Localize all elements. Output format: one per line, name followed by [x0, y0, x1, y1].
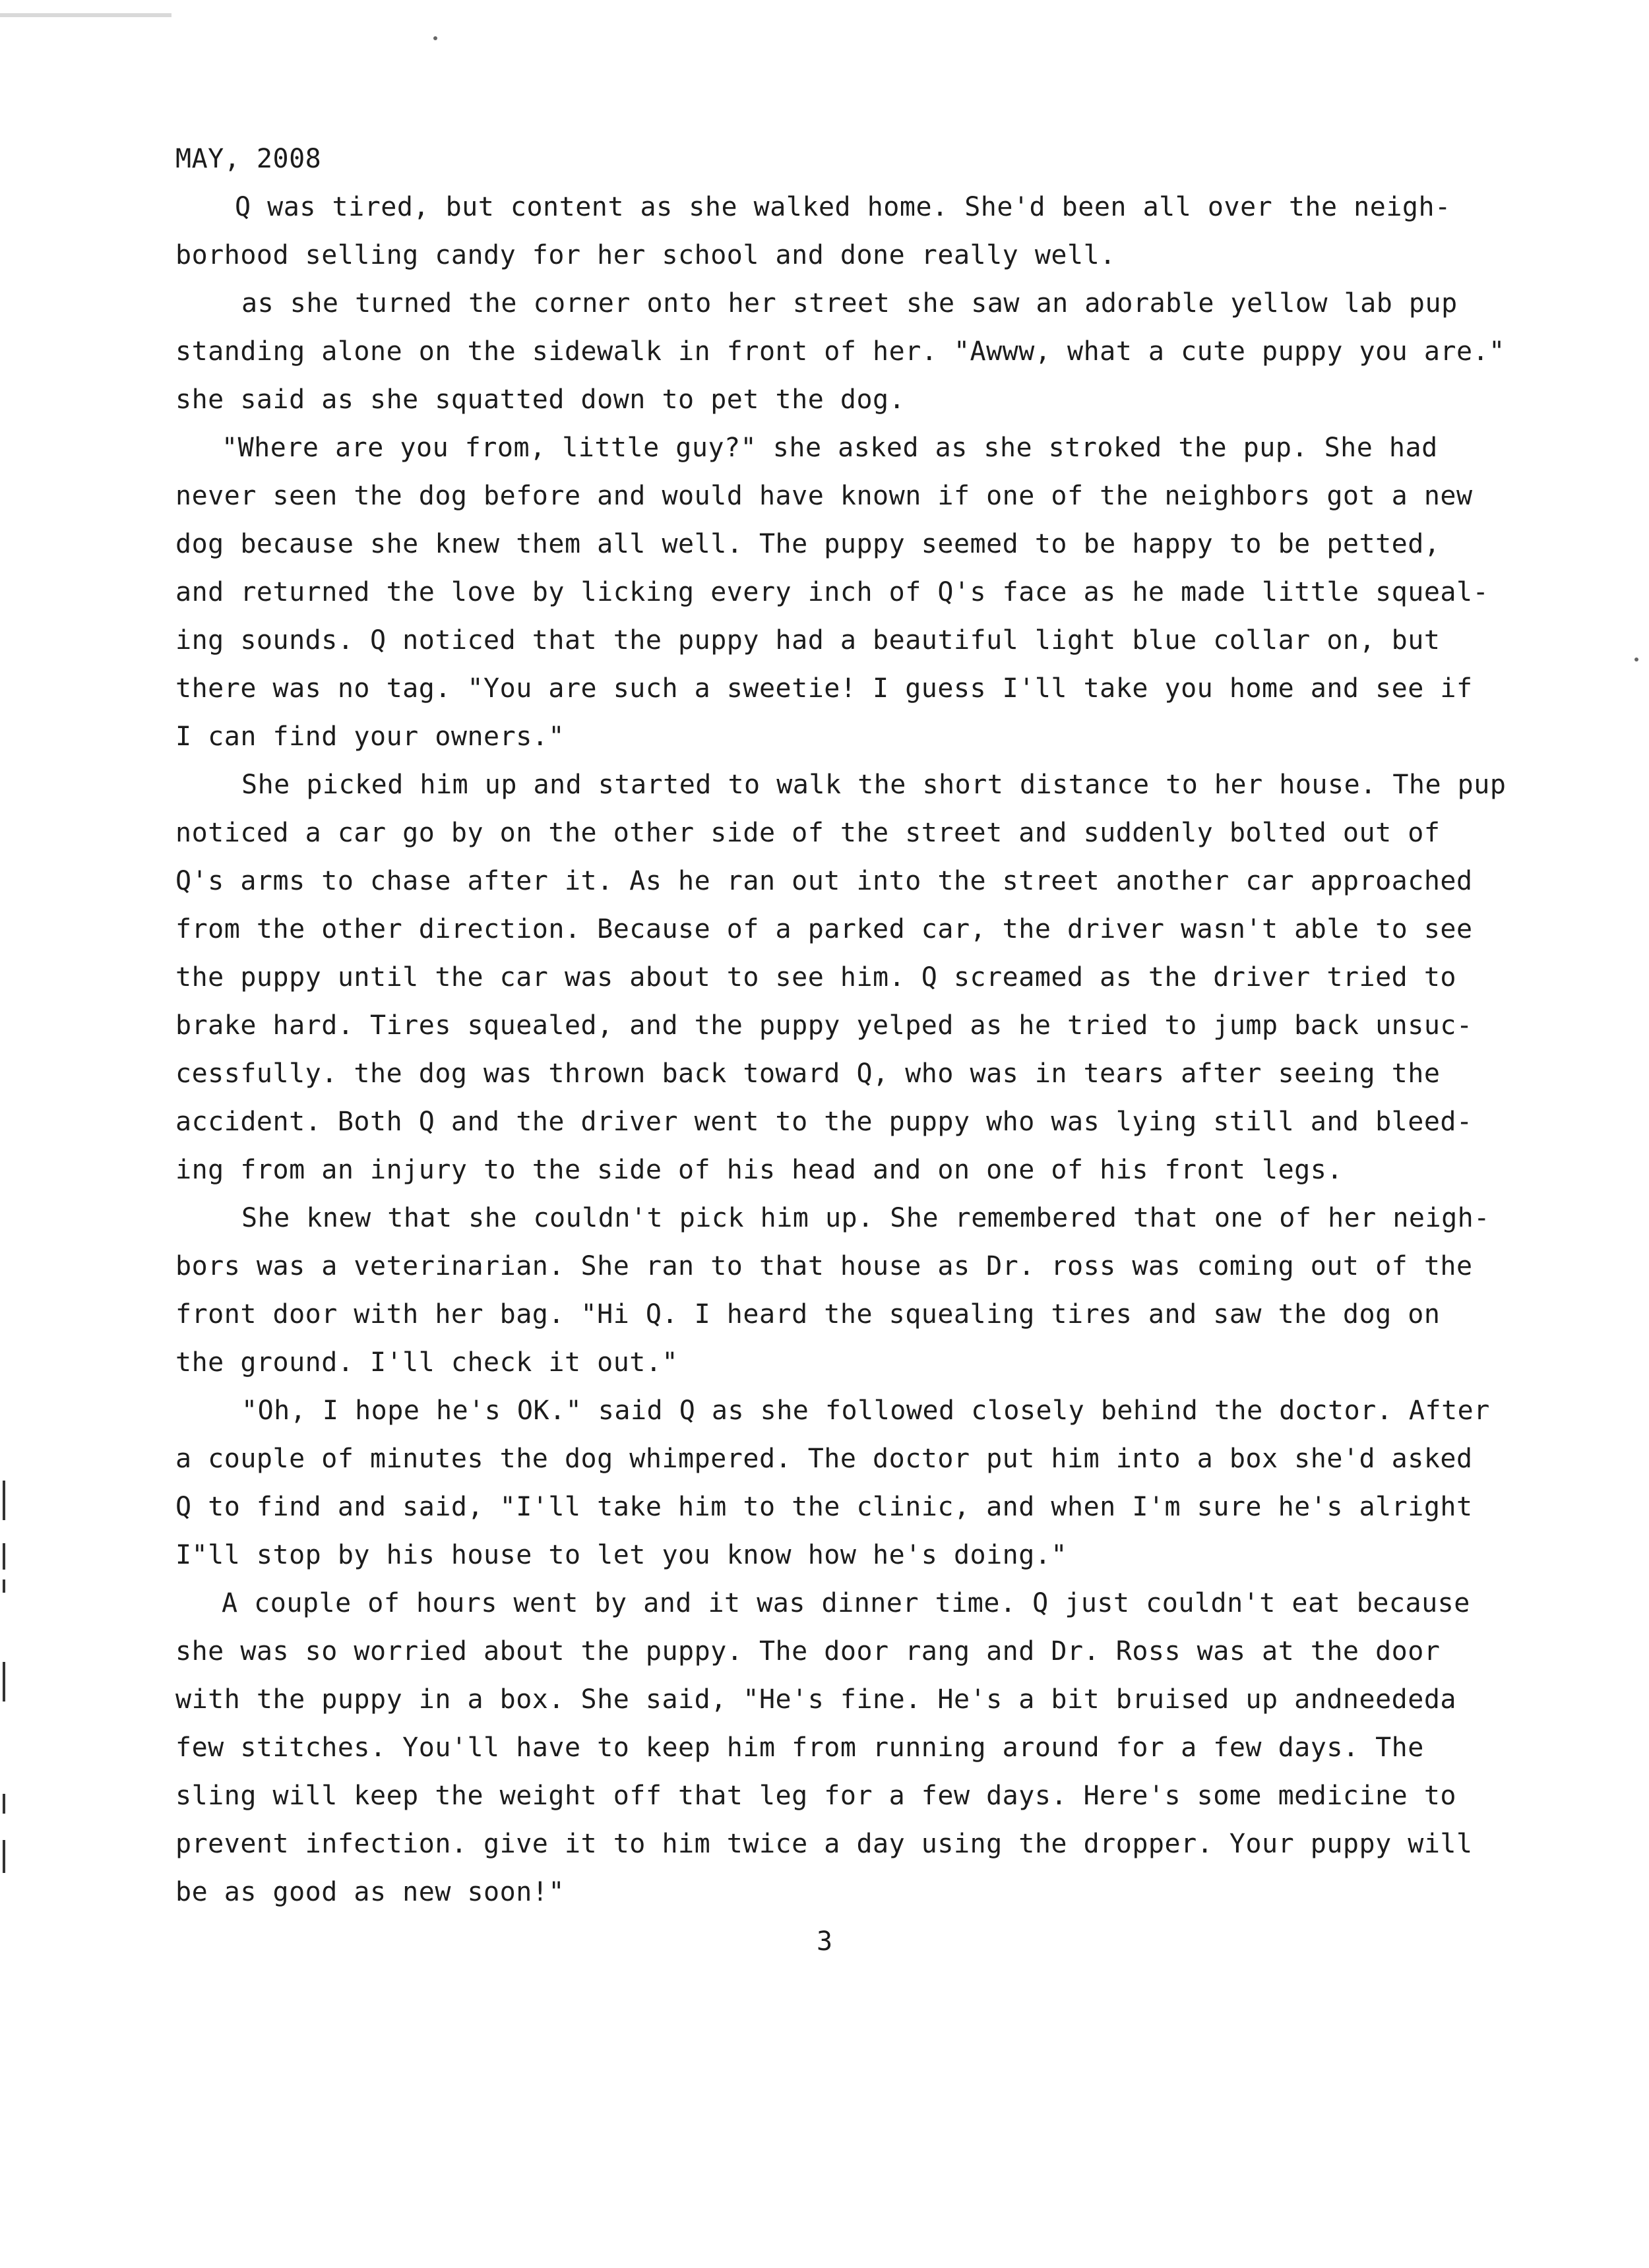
scan-edge-mark	[3, 1662, 5, 1701]
scan-edge-mark	[3, 1840, 5, 1873]
paragraph-6: "Oh, I hope he's OK." said Q as she followed closely behind the doctor. After a couple of minutes the dog whimpered. The doctor put him into a box she'd asked Q to find and said, "I'll take him to the clinic, and when I'm sure he's alright I"ll stop by his house to let you know how he's doing."	[175, 1395, 1490, 1570]
scan-speck	[433, 36, 437, 40]
document-date: MAY, 2008	[175, 144, 322, 174]
paragraph-3: "Where are you from, little guy?" she asked as she stroked the pup. She had never seen the dog before and would have known if one of the neighbors got a new dog because she knew them all well. The puppy seemed to be happy to be petted, and returned the love by licking every inch of Q's face as he made little squeal- ing sounds. Q noticed that the puppy had a beautiful light blue collar on, but there was no tag. "You are such a sweetie! I guess I'll take you home and see if I can find your owners."	[175, 433, 1489, 752]
scan-edge-mark	[3, 1543, 5, 1570]
scan-edge-mark	[3, 1579, 5, 1593]
paragraph-4: She picked him up and started to walk the short distance to her house. The pup noticed a car go by on the other side of the street and suddenly bolted out of Q's arms to chase after it. As he ran out into the street another car approached from the other direction. Because of a parked car, the driver wasn't able to see the puppy until the car was about to see him. Q screamed as the driver tried to brake hard. Tires squealed, and the puppy yelped as he tried to jump back unsuc- cessfully. the dog was thrown back toward Q, who was in tears after seeing the accident. Both Q and the driver went to the puppy who was lying still and bleed- ing from an injury to the side of his head and on one of his front legs.	[175, 770, 1507, 1185]
scan-edge-mark	[3, 1481, 5, 1520]
page-number: 3	[816, 1926, 833, 1957]
paragraph-1: Q was tired, but content as she walked home. She'd been all over the neigh- borhood selling candy for her school and done really well.	[175, 192, 1451, 270]
scan-smudge	[0, 13, 171, 17]
scan-edge-mark	[3, 1794, 5, 1814]
paragraph-2: as she turned the corner onto her street she saw an adorable yellow lab pup standing alone on the sidewalk in front of her. "Awww, what a cute puppy you are." she said as she squatted down to pet the dog.	[175, 288, 1505, 415]
scan-speck	[1634, 658, 1638, 661]
paragraph-7: A couple of hours went by and it was dinner time. Q just couldn't eat because she was so worried about the puppy. The door rang and Dr. Ross was at the door with the puppy in a box. She said, "He's fine. He's a bit bruised up andneededa few stitches. You'll have to keep him from running around for a few days. The sling will keep the weight off that leg for a few days. Here's some medicine to prevent infection. give it to him twice a day using the dropper. Your puppy will be as good as new soon!"	[175, 1588, 1473, 1907]
paragraph-5: She knew that she couldn't pick him up. She remembered that one of her neigh- bors was a veterinarian. She ran to that house as Dr. ross was coming out of the front door with her bag. "Hi Q. I heard the squealing tires and saw the dog on the ground. I'll check it out."	[175, 1203, 1490, 1378]
typed-text-block	[175, 135, 1508, 1916]
